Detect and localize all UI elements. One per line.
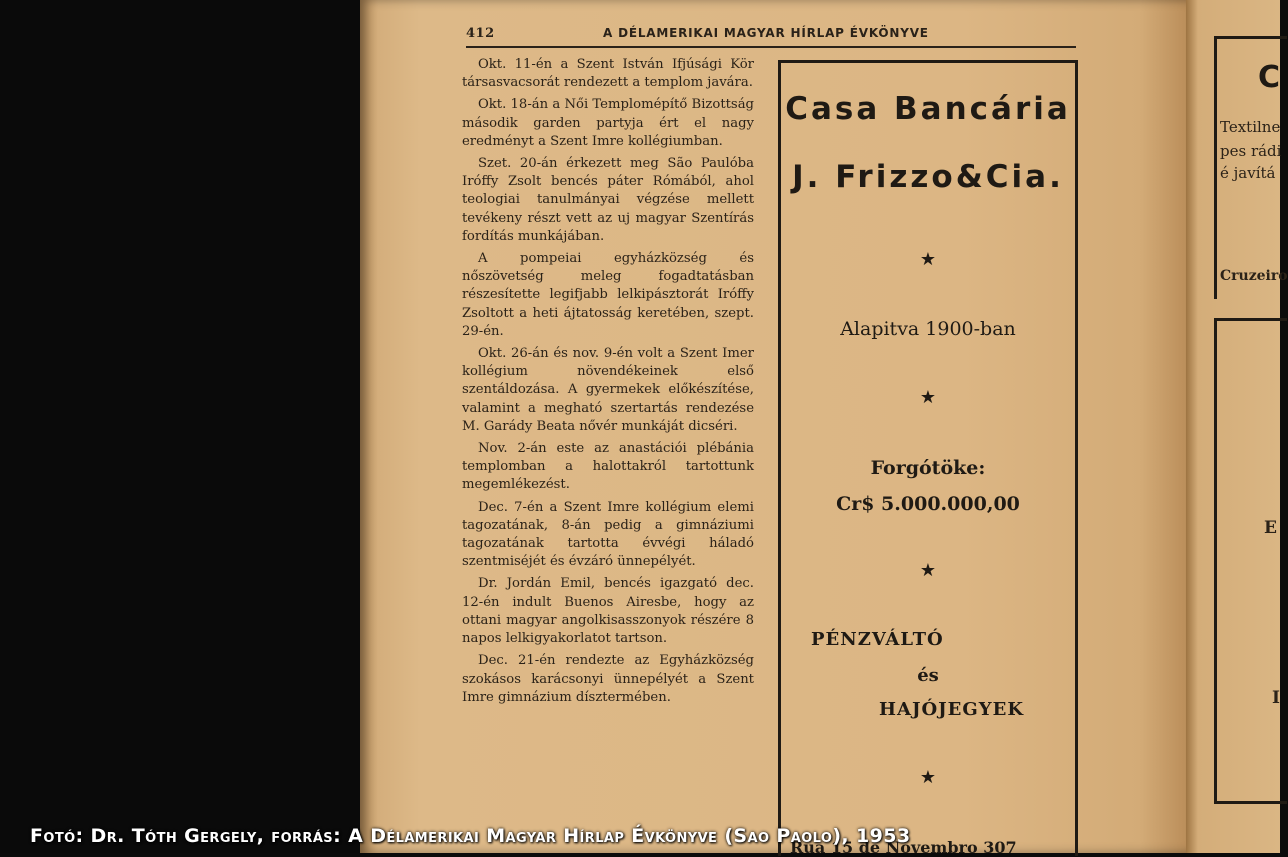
article-paragraph: Szet. 20-án érkezett meg São Paulóba Iróffy Zsolt bencés páter Rómából, ahol teologiai tanulmányai végzése mellett tevékeny részt vett az uj magyar Szentírás fordítás munkájában.: [462, 156, 754, 244]
article-paragraph: A pompeiai egyházközség és nőszövetség meleg fogadtatásban részesítette legifjabb lelkipásztorát Iróffy Zsoltott a heti ájtatosság keretében, szept. 29-én.: [462, 251, 754, 339]
star-icon: ★: [919, 387, 937, 408]
article-column: [462, 56, 754, 711]
bank-advertisement: [778, 60, 1078, 856]
ad-service-exchange: PÉNZVÁLTÓ: [811, 629, 944, 650]
article-paragraph: Nov. 2-án este az anastációi plébánia templomban a halottakról tartottunk megemlékezést.: [462, 441, 754, 493]
ad-service-tickets: HAJÓJEGYEK: [879, 699, 1024, 720]
right-page-text-fragment: Textilne: [1220, 118, 1281, 136]
dark-background: [0, 0, 380, 853]
ad-brand-name: Casa Bancária: [785, 91, 1071, 127]
right-page-letter-fragment: I: [1272, 688, 1280, 708]
photo-credit: Fotó: Dr. Tóth Gergely, forrás: A Délamerikai Magyar Hírlap Évkönyve (Sao Paolo), 1953: [30, 825, 911, 847]
right-page-text-fragment: é javítá: [1220, 164, 1276, 182]
star-icon: ★: [919, 767, 937, 788]
right-page-letter-fragment: E: [1264, 518, 1277, 538]
star-icon: ★: [919, 560, 937, 581]
right-page-heading-fragment: C: [1258, 60, 1281, 95]
article-paragraph: Okt. 11-én a Szent István Ifjúsági Kör társasvacsorát rendezett a templom javára.: [462, 57, 754, 91]
star-icon: ★: [919, 249, 937, 270]
page-header: [466, 24, 1076, 48]
ad-address-fragment: Rua 15 de Novembro 307: [790, 838, 1017, 857]
right-page-text-fragment: pes rádi: [1220, 142, 1282, 160]
right-page-footer-fragment: Cruzeiro: [1220, 268, 1288, 284]
article-paragraph: Dec. 21-én rendezte az Egyházközség szokásos karácsonyi ünnepélyét a Szent Imre gimnázium dísztermében.: [462, 653, 754, 705]
article-paragraph: Dr. Jordán Emil, bencés igazgató dec. 12-én indult Buenos Airesbe, hogy az ottani magyar angolkisasszonyok részére 8 napos lelkigyakorlatot tartson.: [462, 576, 754, 647]
article-paragraph: Dec. 7-én a Szent Imre kollégium elemi tagozatának, 8-án pedig a gimnáziumi tagozatának tartotta évvégi háladó szentmiséjét és évzáró ünnepélyét.: [462, 499, 754, 570]
ad-capital-label: Forgótöke:: [870, 457, 986, 479]
right-page-ad-box-lower: [1214, 318, 1287, 804]
article-paragraph: Okt. 18-án a Női Templomépítő Bizottság második garden partyja ért el nagy eredményt a Szent Imre kollégiumban.: [462, 97, 754, 149]
ad-capital-value: Cr$ 5.000.000,00: [836, 493, 1020, 515]
ad-founded: Alapitva 1900-ban: [840, 318, 1016, 340]
article-paragraph: Okt. 26-án és nov. 9-én volt a Szent Imer kollégium növendékeinek első szentáldozása. A gyermekek előkészítése, valamint a megható szertartás rendezése M. Garády Beata nővér munkáját dicséri.: [462, 346, 754, 434]
running-head: A DÉLAMERIKAI MAGYAR HÍRLAP ÉVKÖNYVE: [603, 26, 929, 40]
ad-company-name: J. Frizzo&Cia.: [792, 159, 1064, 195]
page-number: 412: [466, 26, 495, 41]
ad-service-conjunction: és: [917, 665, 939, 686]
